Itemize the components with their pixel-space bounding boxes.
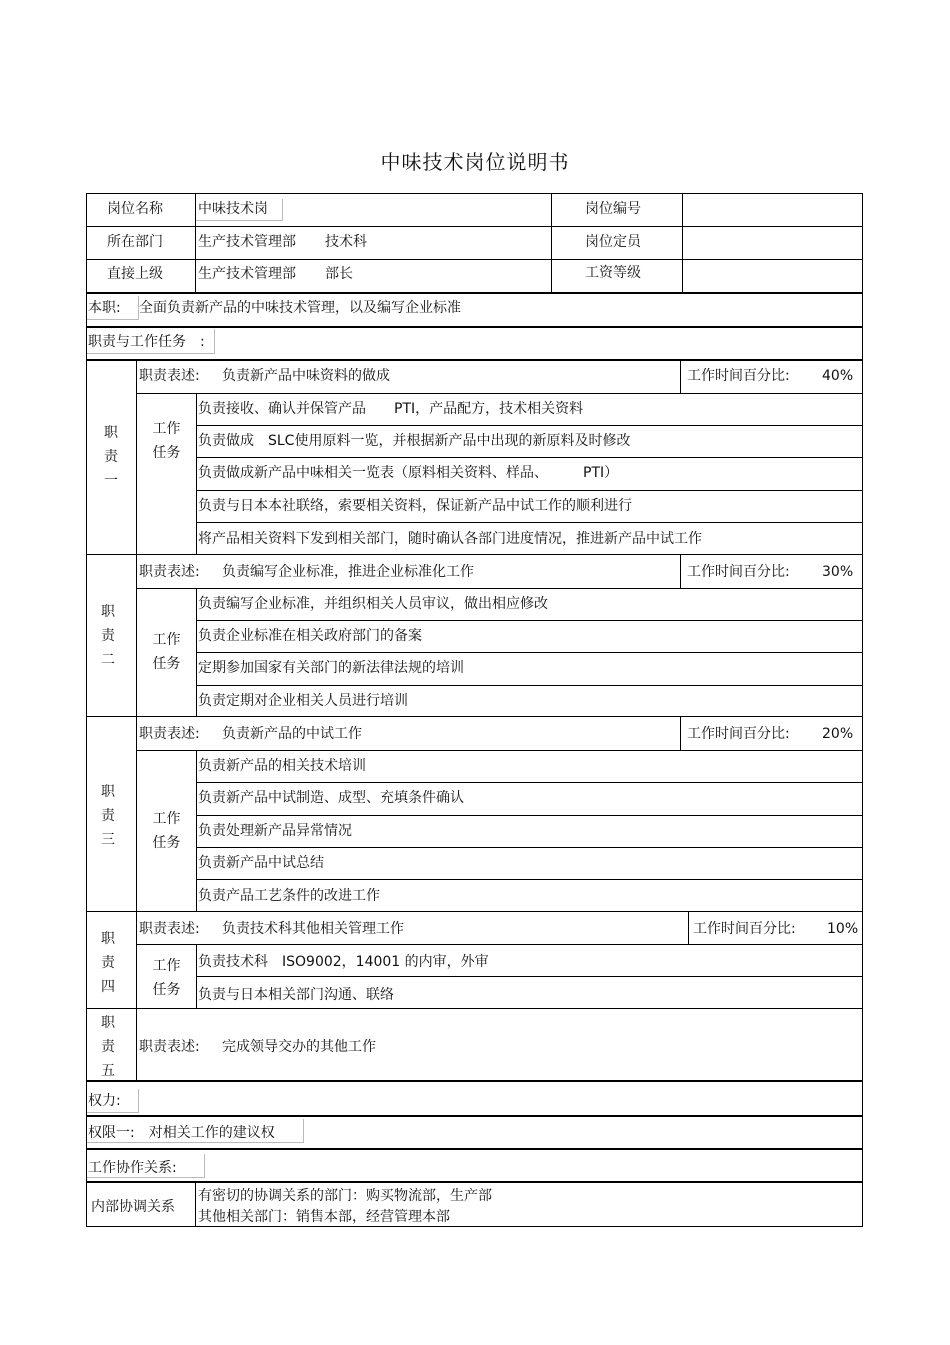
duty-desc: 负责新产品中味资料的做成 [222,368,390,384]
time-percent-label: 工作时间百分比: [687,726,790,742]
divider [688,911,689,944]
duty-block-label: 职 责 二 [101,604,115,668]
divider [196,750,197,911]
cooperation-label: 工作协作关系: [88,1160,177,1176]
work-task-label: 工作 任务 [152,421,181,461]
department-sub-value: 技术科 [325,234,367,250]
divider [680,554,681,588]
time-percent-value: 30% [822,564,854,580]
task-item: 负责接收、确认并保管产品 PTI，产品配方，技术相关资料 [198,401,584,417]
task-item: 负责新产品中试总结 [198,855,324,871]
department-label: 所在部门 [107,234,163,250]
divider [196,782,863,783]
divider [196,393,197,554]
task-item: 负责编写企业标准，并组织相关人员审议，做出相应修改 [198,596,548,612]
task-item: 负责做成 SLC使用原料一览，并根据新产品中出现的新原料及时修改 [198,433,631,449]
internal-relations-line: 有密切的协调关系的部门：购买物流部，生产部 [198,1188,492,1204]
divider [196,879,863,880]
divider [195,1182,196,1227]
divider [551,194,552,292]
supervisor-value: 生产技术管理部 [198,266,296,282]
divider [136,750,863,751]
work-task-label: 工作 任务 [152,958,181,998]
divider [136,944,863,945]
internal-relations-label: 内部协调关系 [91,1199,175,1215]
duty-block-label: 职 责 四 [101,931,115,995]
task-item: 负责新产品的相关技术培训 [198,758,366,774]
time-percent-value: 10% [827,921,859,937]
supervisor-sub-value: 部长 [325,266,353,282]
duty-text: 全面负责新产品的中味技术管理，以及编写企业标准 [139,300,461,316]
supervisor-label: 直接上级 [107,266,163,282]
time-percent-value: 40% [822,368,854,384]
divider [86,911,863,912]
duty-desc: 负责新产品的中试工作 [222,726,362,742]
task-item: 负责企业标准在相关政府部门的备案 [198,628,422,644]
divider [86,1148,863,1150]
salary-grade-label: 工资等级 [585,265,641,281]
tasks-section-header: 职责与工作任务 : [88,334,205,350]
work-task-label: 工作 任务 [152,632,181,672]
divider [86,1115,863,1117]
divider [86,326,863,328]
duty-block-label: 职 责 五 [101,1015,115,1079]
department-value: 生产技术管理部 [198,234,296,250]
time-percent-label: 工作时间百分比: [687,368,790,384]
divider [86,1181,863,1183]
task-item: 将产品相关资料下发到相关部门，随时确认各部门进度情况，推进新产品中试工作 [198,531,702,547]
divider [196,652,863,653]
divider [136,588,863,589]
duty-desc: 负责编写企业标准，推进企业标准化工作 [222,564,474,580]
internal-relations-line: 其他相关部门：销售本部，经营管理本部 [198,1209,450,1225]
divider [136,393,863,394]
position-name-label: 岗位名称 [107,201,163,217]
divider [86,1080,863,1082]
task-item: 负责与日本相关部门沟通、联络 [198,987,394,1003]
time-percent-value: 20% [822,726,854,742]
divider [196,976,863,977]
duty-desc: 负责技术科其他相关管理工作 [222,921,404,937]
duty-desc-label: 职责表述: [139,726,200,742]
task-item: 负责处理新产品异常情况 [198,823,352,839]
divider [196,620,863,621]
power-label: 权力: [88,1093,121,1109]
page-title: 中味技术岗位说明书 [380,150,570,174]
task-item: 负责产品工艺条件的改进工作 [198,888,380,904]
divider [680,360,681,393]
position-code-label: 岗位编号 [585,201,641,217]
headcount-label: 岗位定员 [585,234,641,250]
divider [86,359,863,361]
divider [196,425,863,426]
task-item: 负责与日本本社联络，索要相关资料，保证新产品中试工作的顺利进行 [198,498,632,514]
work-task-label: 工作 任务 [152,811,181,851]
divider [196,457,863,458]
duty-block-label: 职 责 一 [104,425,118,489]
task-item: 定期参加国家有关部门的新法律法规的培训 [198,660,464,676]
divider [196,815,863,816]
divider [86,226,863,227]
power-item: 权限一: 对相关工作的建议权 [88,1125,275,1141]
duty-desc-label: 职责表述: [139,368,200,384]
duty-desc-label: 职责表述: [139,564,200,580]
divider [86,259,863,260]
task-item: 负责新产品中试制造、成型、充填条件确认 [198,790,464,806]
divider [86,1008,863,1009]
task-item: 负责做成新产品中味相关一览表（原料相关资料、样品、 PTI） [198,465,619,481]
task-item: 负责定期对企业相关人员进行培训 [198,693,408,709]
divider [196,490,863,491]
time-percent-label: 工作时间百分比: [693,921,796,937]
divider [196,522,863,523]
duty-label: 本职: [88,300,121,316]
divider [196,847,863,848]
duty-block-label: 职 责 三 [101,784,115,848]
duty-desc-label: 职责表述: [139,921,200,937]
divider [196,685,863,686]
divider [682,194,683,292]
duty-desc-label: 职责表述: [139,1039,200,1055]
task-item: 负责技术科 ISO9002，14001 的内审，外审 [198,954,489,970]
divider [86,554,863,555]
time-percent-label: 工作时间百分比: [687,564,790,580]
position-name-value: 中味技术岗 [198,201,268,217]
divider [680,717,681,750]
divider [86,292,863,294]
duty-desc: 完成领导交办的其他工作 [222,1039,376,1055]
divider [86,716,863,717]
